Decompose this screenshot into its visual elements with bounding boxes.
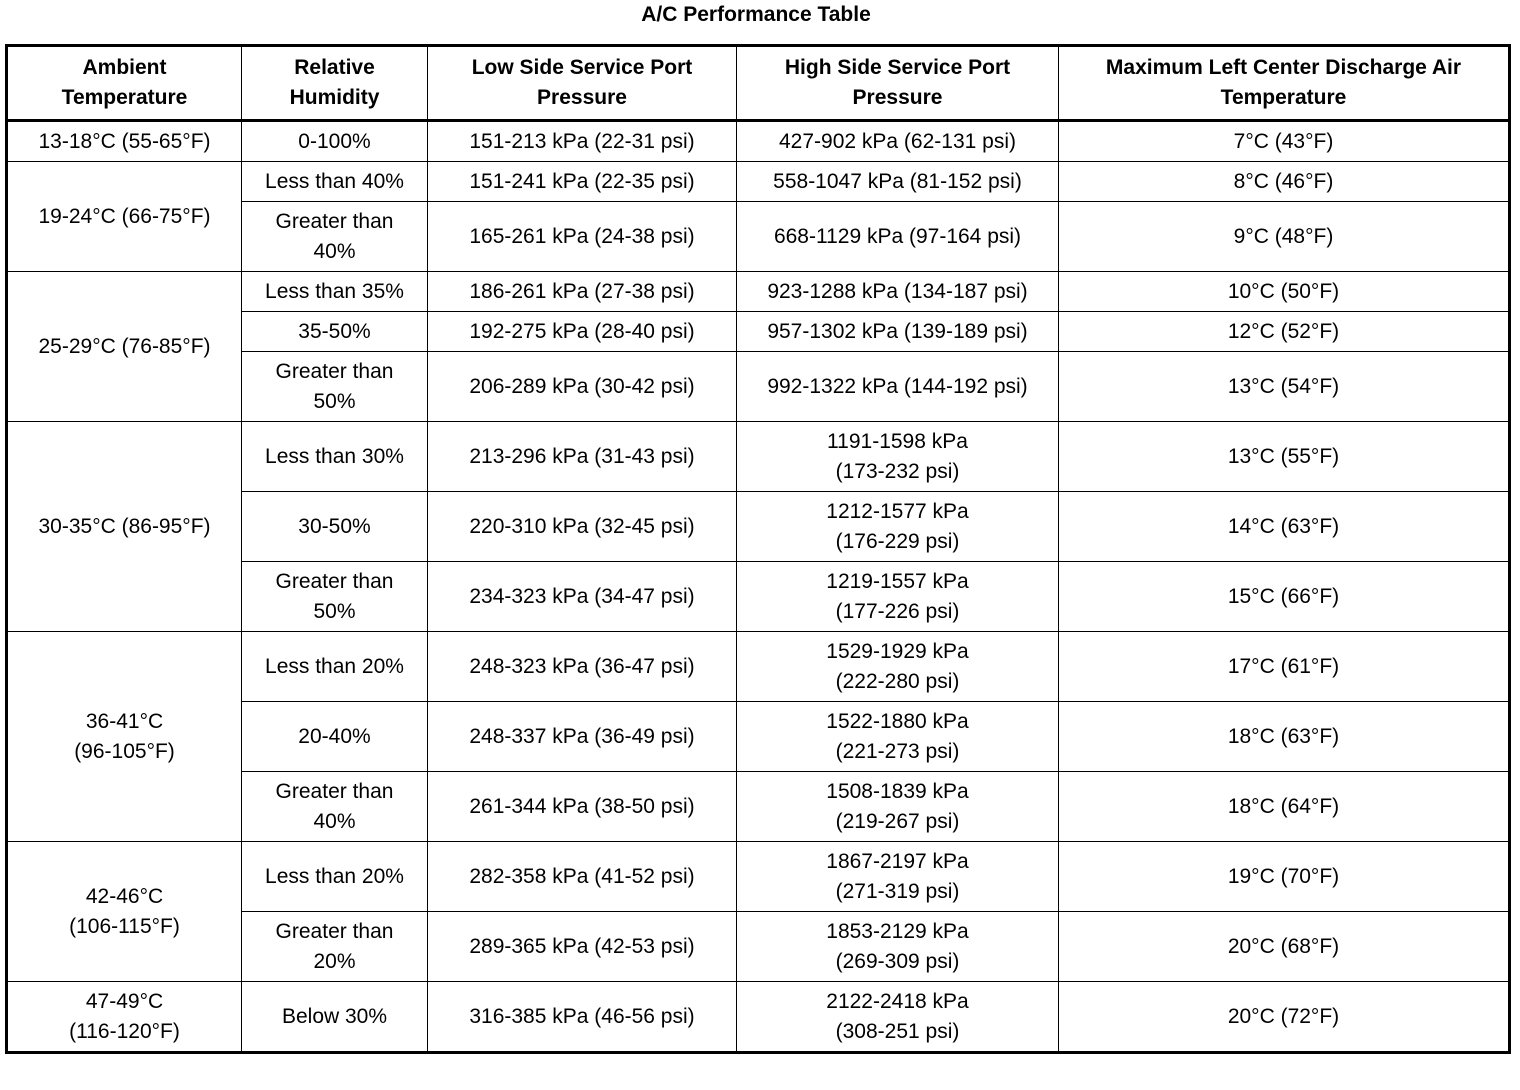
relative-humidity-cell: 20-40% [242,702,428,772]
discharge-air-temperature-cell: 13°C (54°F) [1059,352,1510,422]
relative-humidity-cell: 30-50% [242,492,428,562]
high-side-pressure-cell: 668-1129 kPa (97-164 psi) [737,202,1059,272]
relative-humidity-cell: Less than 20% [242,842,428,912]
low-side-pressure-cell: 261-344 kPa (38-50 psi) [428,772,737,842]
high-side-pressure-cell: 427-902 kPa (62-131 psi) [737,121,1059,162]
high-side-pressure-cell: 1853-2129 kPa (269-309 psi) [737,912,1059,982]
discharge-air-temperature-cell: 17°C (61°F) [1059,632,1510,702]
discharge-air-temperature-cell: 9°C (48°F) [1059,202,1510,272]
discharge-air-temperature-cell: 19°C (70°F) [1059,842,1510,912]
header-low-side-pressure: Low Side Service Port Pressure [428,46,737,121]
header-relative-humidity: Relative Humidity [242,46,428,121]
table-row [7,162,1510,202]
discharge-air-temperature-cell: 20°C (68°F) [1059,912,1510,982]
relative-humidity-cell: 0-100% [242,121,428,162]
ambient-temperature-cell: 19-24°C (66-75°F) [7,162,242,272]
discharge-air-temperature-cell: 8°C (46°F) [1059,162,1510,202]
high-side-pressure-cell: 1867-2197 kPa (271-319 psi) [737,842,1059,912]
table-row [7,121,1510,162]
low-side-pressure-cell: 165-261 kPa (24-38 psi) [428,202,737,272]
relative-humidity-cell: Greater than 40% [242,202,428,272]
discharge-air-temperature-cell: 10°C (50°F) [1059,272,1510,312]
low-side-pressure-cell: 213-296 kPa (31-43 psi) [428,422,737,492]
ambient-temperature-cell: 25-29°C (76-85°F) [7,272,242,422]
relative-humidity-cell: Less than 35% [242,272,428,312]
low-side-pressure-cell: 289-365 kPa (42-53 psi) [428,912,737,982]
low-side-pressure-cell: 234-323 kPa (34-47 psi) [428,562,737,632]
high-side-pressure-cell: 2122-2418 kPa (308-251 psi) [737,982,1059,1053]
header-high-side-pressure: High Side Service Port Pressure [737,46,1059,121]
table-row [7,842,1510,912]
high-side-pressure-cell: 1212-1577 kPa (176-229 psi) [737,492,1059,562]
low-side-pressure-cell: 316-385 kPa (46-56 psi) [428,982,737,1053]
high-side-pressure-cell: 1522-1880 kPa (221-273 psi) [737,702,1059,772]
ambient-temperature-cell: 36-41°C (96-105°F) [7,632,242,842]
relative-humidity-cell: Greater than 40% [242,772,428,842]
high-side-pressure-cell: 992-1322 kPa (144-192 psi) [737,352,1059,422]
relative-humidity-cell: Greater than 50% [242,562,428,632]
low-side-pressure-cell: 248-323 kPa (36-47 psi) [428,632,737,702]
high-side-pressure-cell: 558-1047 kPa (81-152 psi) [737,162,1059,202]
high-side-pressure-cell: 1191-1598 kPa (173-232 psi) [737,422,1059,492]
low-side-pressure-cell: 206-289 kPa (30-42 psi) [428,352,737,422]
discharge-air-temperature-cell: 18°C (64°F) [1059,772,1510,842]
discharge-air-temperature-cell: 14°C (63°F) [1059,492,1510,562]
low-side-pressure-cell: 151-241 kPa (22-35 psi) [428,162,737,202]
low-side-pressure-cell: 186-261 kPa (27-38 psi) [428,272,737,312]
header-discharge-air-temperature: Maximum Left Center Discharge Air Temperature [1059,46,1510,121]
relative-humidity-cell: Less than 20% [242,632,428,702]
ambient-temperature-cell: 13-18°C (55-65°F) [7,121,242,162]
high-side-pressure-cell: 1219-1557 kPa (177-226 psi) [737,562,1059,632]
table-row [7,272,1510,312]
high-side-pressure-cell: 1529-1929 kPa (222-280 psi) [737,632,1059,702]
page-title: A/C Performance Table [641,3,871,26]
header-ambient-temperature: Ambient Temperature [7,46,242,121]
table-row [7,632,1510,702]
table-row [7,422,1510,492]
low-side-pressure-cell: 282-358 kPa (41-52 psi) [428,842,737,912]
discharge-air-temperature-cell: 7°C (43°F) [1059,121,1510,162]
low-side-pressure-cell: 192-275 kPa (28-40 psi) [428,312,737,352]
relative-humidity-cell: Less than 30% [242,422,428,492]
relative-humidity-cell: Less than 40% [242,162,428,202]
relative-humidity-cell: Greater than 20% [242,912,428,982]
discharge-air-temperature-cell: 18°C (63°F) [1059,702,1510,772]
ambient-temperature-cell: 30-35°C (86-95°F) [7,422,242,632]
low-side-pressure-cell: 220-310 kPa (32-45 psi) [428,492,737,562]
ac-performance-table [5,44,1511,1054]
table-row [7,982,1510,1053]
relative-humidity-cell: 35-50% [242,312,428,352]
discharge-air-temperature-cell: 15°C (66°F) [1059,562,1510,632]
low-side-pressure-cell: 248-337 kPa (36-49 psi) [428,702,737,772]
relative-humidity-cell: Greater than 50% [242,352,428,422]
header-row [7,46,1510,121]
high-side-pressure-cell: 923-1288 kPa (134-187 psi) [737,272,1059,312]
ambient-temperature-cell: 42-46°C (106-115°F) [7,842,242,982]
discharge-air-temperature-cell: 13°C (55°F) [1059,422,1510,492]
relative-humidity-cell: Below 30% [242,982,428,1053]
discharge-air-temperature-cell: 20°C (72°F) [1059,982,1510,1053]
discharge-air-temperature-cell: 12°C (52°F) [1059,312,1510,352]
ambient-temperature-cell: 47-49°C (116-120°F) [7,982,242,1053]
low-side-pressure-cell: 151-213 kPa (22-31 psi) [428,121,737,162]
high-side-pressure-cell: 957-1302 kPa (139-189 psi) [737,312,1059,352]
table-body [7,121,1510,1053]
high-side-pressure-cell: 1508-1839 kPa (219-267 psi) [737,772,1059,842]
